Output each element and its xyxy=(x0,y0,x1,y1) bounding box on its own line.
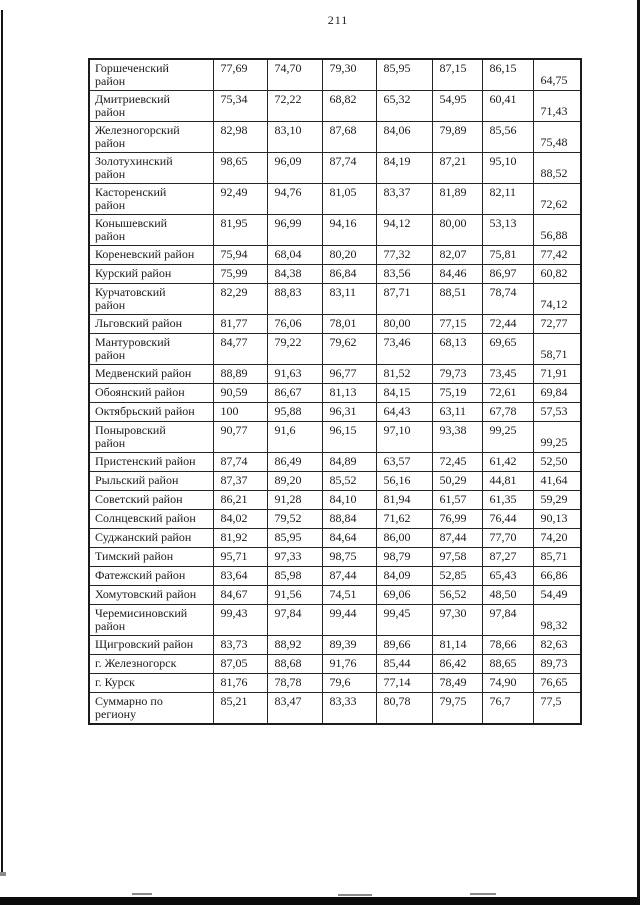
value-cell: 84,19 xyxy=(376,153,432,184)
value-cell: 78,74 xyxy=(482,284,533,315)
value-cell: 82,29 xyxy=(213,284,267,315)
table-row xyxy=(89,529,581,548)
value-cell: 56,52 xyxy=(432,586,482,605)
value-cell: 79,73 xyxy=(432,365,482,384)
value-cell: 80,00 xyxy=(432,215,482,246)
value-cell: 81,13 xyxy=(322,384,376,403)
value-cell: 83,37 xyxy=(376,184,432,215)
value-cell: 92,49 xyxy=(213,184,267,215)
value-cell: 86,67 xyxy=(267,384,322,403)
value-cell: 75,81 xyxy=(482,246,533,265)
value-cell: 74,90 xyxy=(482,674,533,693)
value-cell: 65,32 xyxy=(376,91,432,122)
value-cell: 87,44 xyxy=(322,567,376,586)
value-cell: 79,52 xyxy=(267,510,322,529)
table-row xyxy=(89,605,581,636)
value-cell: 76,06 xyxy=(267,315,322,334)
value-cell: 81,94 xyxy=(376,491,432,510)
value-cell: 74,51 xyxy=(322,586,376,605)
district-name-cell: Дмитриевский район xyxy=(89,91,213,122)
value-cell: 52,50 xyxy=(533,453,581,472)
district-name-cell: г. Железногорск xyxy=(89,655,213,674)
district-name-cell: Суджанский район xyxy=(89,529,213,548)
value-cell: 98,32 xyxy=(533,605,581,636)
value-cell: 87,15 xyxy=(432,59,482,91)
district-name-cell: Обоянский район xyxy=(89,384,213,403)
value-cell: 53,13 xyxy=(482,215,533,246)
table-row xyxy=(89,91,581,122)
value-cell: 87,71 xyxy=(376,284,432,315)
value-cell: 98,75 xyxy=(322,548,376,567)
value-cell: 97,84 xyxy=(482,605,533,636)
value-cell: 83,56 xyxy=(376,265,432,284)
value-cell: 76,7 xyxy=(482,693,533,725)
table-row xyxy=(89,548,581,567)
scan-noise xyxy=(470,893,496,895)
district-name-cell: Конышевский район xyxy=(89,215,213,246)
value-cell: 74,12 xyxy=(533,284,581,315)
value-cell: 68,13 xyxy=(432,334,482,365)
value-cell: 99,45 xyxy=(376,605,432,636)
value-cell: 66,86 xyxy=(533,567,581,586)
value-cell: 61,42 xyxy=(482,453,533,472)
value-cell: 87,74 xyxy=(213,453,267,472)
district-name-cell: Тимский район xyxy=(89,548,213,567)
value-cell: 78,78 xyxy=(267,674,322,693)
table-row xyxy=(89,453,581,472)
district-name-cell: Щигровский район xyxy=(89,636,213,655)
value-cell: 98,79 xyxy=(376,548,432,567)
value-cell: 99,44 xyxy=(322,605,376,636)
value-cell: 88,65 xyxy=(482,655,533,674)
value-cell: 88,51 xyxy=(432,284,482,315)
value-cell: 78,49 xyxy=(432,674,482,693)
value-cell: 84,06 xyxy=(376,122,432,153)
value-cell: 95,10 xyxy=(482,153,533,184)
district-name-cell: Октябрьский район xyxy=(89,403,213,422)
value-cell: 85,21 xyxy=(213,693,267,725)
value-cell: 87,68 xyxy=(322,122,376,153)
value-cell: 96,31 xyxy=(322,403,376,422)
district-name-cell: Пристенский район xyxy=(89,453,213,472)
value-cell: 97,84 xyxy=(267,605,322,636)
district-name-cell: Фатежский район xyxy=(89,567,213,586)
value-cell: 79,75 xyxy=(432,693,482,725)
district-name-cell: Солнцевский район xyxy=(89,510,213,529)
value-cell: 48,50 xyxy=(482,586,533,605)
value-cell: 88,68 xyxy=(267,655,322,674)
table-row xyxy=(89,567,581,586)
value-cell: 50,29 xyxy=(432,472,482,491)
value-cell: 86,15 xyxy=(482,59,533,91)
value-cell: 75,48 xyxy=(533,122,581,153)
value-cell: 81,77 xyxy=(213,315,267,334)
value-cell: 69,65 xyxy=(482,334,533,365)
table-row xyxy=(89,586,581,605)
value-cell: 87,74 xyxy=(322,153,376,184)
value-cell: 85,71 xyxy=(533,548,581,567)
value-cell: 86,84 xyxy=(322,265,376,284)
value-cell: 77,42 xyxy=(533,246,581,265)
scan-noise xyxy=(338,894,372,896)
district-name-cell: г. Курск xyxy=(89,674,213,693)
value-cell: 100 xyxy=(213,403,267,422)
value-cell: 69,06 xyxy=(376,586,432,605)
value-cell: 65,43 xyxy=(482,567,533,586)
table-row xyxy=(89,491,581,510)
value-cell: 81,89 xyxy=(432,184,482,215)
value-cell: 78,01 xyxy=(322,315,376,334)
scan-edge-bottom xyxy=(0,897,640,905)
value-cell: 61,35 xyxy=(482,491,533,510)
value-cell: 83,73 xyxy=(213,636,267,655)
table-row xyxy=(89,422,581,453)
value-cell: 56,16 xyxy=(376,472,432,491)
value-cell: 72,62 xyxy=(533,184,581,215)
table-row xyxy=(89,636,581,655)
value-cell: 81,92 xyxy=(213,529,267,548)
value-cell: 72,45 xyxy=(432,453,482,472)
value-cell: 75,34 xyxy=(213,91,267,122)
value-cell: 72,61 xyxy=(482,384,533,403)
value-cell: 87,37 xyxy=(213,472,267,491)
value-cell: 83,64 xyxy=(213,567,267,586)
value-cell: 69,84 xyxy=(533,384,581,403)
value-cell: 64,43 xyxy=(376,403,432,422)
value-cell: 80,20 xyxy=(322,246,376,265)
value-cell: 88,89 xyxy=(213,365,267,384)
district-name-cell: Хомутовский район xyxy=(89,586,213,605)
value-cell: 84,10 xyxy=(322,491,376,510)
value-cell: 78,66 xyxy=(482,636,533,655)
value-cell: 63,57 xyxy=(376,453,432,472)
value-cell: 86,49 xyxy=(267,453,322,472)
value-cell: 99,25 xyxy=(482,422,533,453)
value-cell: 71,43 xyxy=(533,91,581,122)
table-row xyxy=(89,215,581,246)
value-cell: 91,63 xyxy=(267,365,322,384)
value-cell: 91,76 xyxy=(322,655,376,674)
value-cell: 84,15 xyxy=(376,384,432,403)
value-cell: 88,83 xyxy=(267,284,322,315)
district-name-cell: Железногорский район xyxy=(89,122,213,153)
value-cell: 84,46 xyxy=(432,265,482,284)
value-cell: 82,07 xyxy=(432,246,482,265)
district-name-cell: Курский район xyxy=(89,265,213,284)
table-row xyxy=(89,365,581,384)
value-cell: 63,11 xyxy=(432,403,482,422)
value-cell: 68,04 xyxy=(267,246,322,265)
table-row xyxy=(89,655,581,674)
value-cell: 88,52 xyxy=(533,153,581,184)
scan-noise xyxy=(0,872,6,876)
table-row xyxy=(89,674,581,693)
value-cell: 76,99 xyxy=(432,510,482,529)
value-cell: 99,43 xyxy=(213,605,267,636)
value-cell: 95,88 xyxy=(267,403,322,422)
value-cell: 77,70 xyxy=(482,529,533,548)
value-cell: 75,94 xyxy=(213,246,267,265)
district-name-cell: Курчатовский район xyxy=(89,284,213,315)
value-cell: 87,05 xyxy=(213,655,267,674)
value-cell: 56,88 xyxy=(533,215,581,246)
table-row xyxy=(89,510,581,529)
scan-noise xyxy=(132,893,152,895)
value-cell: 87,44 xyxy=(432,529,482,548)
value-cell: 71,91 xyxy=(533,365,581,384)
value-cell: 52,85 xyxy=(432,567,482,586)
value-cell: 81,95 xyxy=(213,215,267,246)
value-cell: 81,14 xyxy=(432,636,482,655)
value-cell: 85,98 xyxy=(267,567,322,586)
value-cell: 88,92 xyxy=(267,636,322,655)
districts-table xyxy=(88,58,582,725)
value-cell: 77,69 xyxy=(213,59,267,91)
district-name-cell: Рыльский район xyxy=(89,472,213,491)
value-cell: 94,12 xyxy=(376,215,432,246)
value-cell: 91,6 xyxy=(267,422,322,453)
value-cell: 84,67 xyxy=(213,586,267,605)
value-cell: 57,53 xyxy=(533,403,581,422)
table-row xyxy=(89,693,581,725)
value-cell: 89,39 xyxy=(322,636,376,655)
value-cell: 96,09 xyxy=(267,153,322,184)
table-row xyxy=(89,384,581,403)
value-cell: 82,63 xyxy=(533,636,581,655)
value-cell: 75,99 xyxy=(213,265,267,284)
value-cell: 79,22 xyxy=(267,334,322,365)
value-cell: 86,42 xyxy=(432,655,482,674)
value-cell: 80,00 xyxy=(376,315,432,334)
value-cell: 76,44 xyxy=(482,510,533,529)
value-cell: 54,49 xyxy=(533,586,581,605)
value-cell: 85,44 xyxy=(376,655,432,674)
value-cell: 95,71 xyxy=(213,548,267,567)
value-cell: 82,11 xyxy=(482,184,533,215)
value-cell: 61,57 xyxy=(432,491,482,510)
value-cell: 67,78 xyxy=(482,403,533,422)
table-row xyxy=(89,184,581,215)
value-cell: 87,27 xyxy=(482,548,533,567)
value-cell: 79,30 xyxy=(322,59,376,91)
value-cell: 83,33 xyxy=(322,693,376,725)
value-cell: 72,22 xyxy=(267,91,322,122)
value-cell: 85,95 xyxy=(267,529,322,548)
value-cell: 79,89 xyxy=(432,122,482,153)
value-cell: 74,70 xyxy=(267,59,322,91)
value-cell: 87,21 xyxy=(432,153,482,184)
value-cell: 88,84 xyxy=(322,510,376,529)
value-cell: 41,64 xyxy=(533,472,581,491)
value-cell: 77,5 xyxy=(533,693,581,725)
value-cell: 97,58 xyxy=(432,548,482,567)
value-cell: 86,97 xyxy=(482,265,533,284)
value-cell: 72,44 xyxy=(482,315,533,334)
value-cell: 96,99 xyxy=(267,215,322,246)
district-name-cell: Поныровский район xyxy=(89,422,213,453)
value-cell: 81,52 xyxy=(376,365,432,384)
district-name-cell: Горшеченский район xyxy=(89,59,213,91)
value-cell: 81,05 xyxy=(322,184,376,215)
table-row xyxy=(89,334,581,365)
table-row xyxy=(89,153,581,184)
page-number: 211 xyxy=(327,13,349,27)
value-cell: 58,71 xyxy=(533,334,581,365)
value-cell: 89,66 xyxy=(376,636,432,655)
value-cell: 72,77 xyxy=(533,315,581,334)
value-cell: 90,59 xyxy=(213,384,267,403)
value-cell: 98,65 xyxy=(213,153,267,184)
table-row xyxy=(89,122,581,153)
value-cell: 96,15 xyxy=(322,422,376,453)
table-row xyxy=(89,246,581,265)
value-cell: 84,38 xyxy=(267,265,322,284)
value-cell: 73,45 xyxy=(482,365,533,384)
value-cell: 85,52 xyxy=(322,472,376,491)
district-name-cell: Мантуровский район xyxy=(89,334,213,365)
value-cell: 73,46 xyxy=(376,334,432,365)
table-body xyxy=(89,59,581,724)
value-cell: 77,14 xyxy=(376,674,432,693)
value-cell: 75,19 xyxy=(432,384,482,403)
table-row xyxy=(89,59,581,91)
value-cell: 96,77 xyxy=(322,365,376,384)
value-cell: 94,16 xyxy=(322,215,376,246)
district-name-cell: Льговский район xyxy=(89,315,213,334)
value-cell: 85,56 xyxy=(482,122,533,153)
value-cell: 84,09 xyxy=(376,567,432,586)
value-cell: 84,77 xyxy=(213,334,267,365)
value-cell: 79,6 xyxy=(322,674,376,693)
value-cell: 90,77 xyxy=(213,422,267,453)
district-name-cell: Медвенский район xyxy=(89,365,213,384)
value-cell: 93,38 xyxy=(432,422,482,453)
value-cell: 77,32 xyxy=(376,246,432,265)
value-cell: 90,13 xyxy=(533,510,581,529)
value-cell: 54,95 xyxy=(432,91,482,122)
value-cell: 60,82 xyxy=(533,265,581,284)
table-row xyxy=(89,265,581,284)
value-cell: 97,33 xyxy=(267,548,322,567)
value-cell: 97,10 xyxy=(376,422,432,453)
value-cell: 99,25 xyxy=(533,422,581,453)
district-name-cell: Кореневский район xyxy=(89,246,213,265)
value-cell: 76,65 xyxy=(533,674,581,693)
table-row xyxy=(89,472,581,491)
value-cell: 89,73 xyxy=(533,655,581,674)
value-cell: 71,62 xyxy=(376,510,432,529)
value-cell: 94,76 xyxy=(267,184,322,215)
table-row xyxy=(89,403,581,422)
value-cell: 68,82 xyxy=(322,91,376,122)
district-name-cell: Золотухинский район xyxy=(89,153,213,184)
value-cell: 91,28 xyxy=(267,491,322,510)
value-cell: 91,56 xyxy=(267,586,322,605)
value-cell: 79,62 xyxy=(322,334,376,365)
value-cell: 84,02 xyxy=(213,510,267,529)
value-cell: 59,29 xyxy=(533,491,581,510)
value-cell: 82,98 xyxy=(213,122,267,153)
district-name-cell: Суммарно по региону xyxy=(89,693,213,725)
value-cell: 86,21 xyxy=(213,491,267,510)
value-cell: 60,41 xyxy=(482,91,533,122)
value-cell: 84,89 xyxy=(322,453,376,472)
value-cell: 74,20 xyxy=(533,529,581,548)
value-cell: 85,95 xyxy=(376,59,432,91)
value-cell: 84,64 xyxy=(322,529,376,548)
value-cell: 64,75 xyxy=(533,59,581,91)
district-name-cell: Черемисиновский район xyxy=(89,605,213,636)
value-cell: 86,00 xyxy=(376,529,432,548)
district-name-cell: Советский район xyxy=(89,491,213,510)
value-cell: 83,47 xyxy=(267,693,322,725)
district-name-cell: Касторенский район xyxy=(89,184,213,215)
value-cell: 83,10 xyxy=(267,122,322,153)
value-cell: 81,76 xyxy=(213,674,267,693)
value-cell: 44,81 xyxy=(482,472,533,491)
table-row xyxy=(89,284,581,315)
value-cell: 89,20 xyxy=(267,472,322,491)
table-row xyxy=(89,315,581,334)
value-cell: 83,11 xyxy=(322,284,376,315)
value-cell: 80,78 xyxy=(376,693,432,725)
scan-edge-left xyxy=(1,10,3,876)
value-cell: 97,30 xyxy=(432,605,482,636)
value-cell: 77,15 xyxy=(432,315,482,334)
